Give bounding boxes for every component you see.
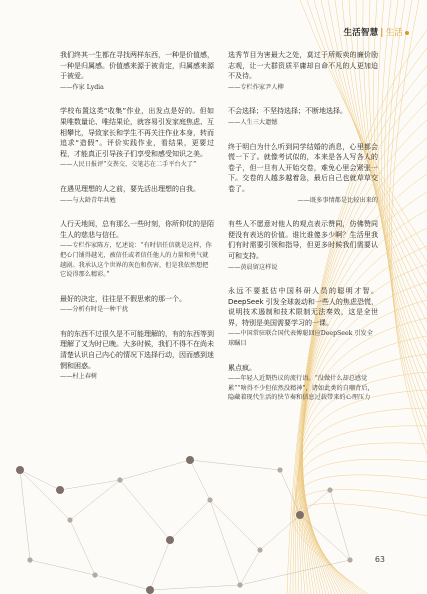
header-dot-icon: [405, 31, 409, 35]
quote-entry: [228, 50, 378, 92]
quote-entry: [60, 50, 214, 92]
quote-text: 终于明白为什么听到同学结婚的消息，心里都会慌一下了。就像考试似的，本来是各人写各人的卷子，但一旦有人开始交卷，难免心里会紧张一下。交卷的人越多越着急，最后自己也就草草交卷了。: [228, 142, 378, 193]
quote-text: 不会选择；不坚持选择；不断地选择。: [228, 107, 347, 116]
network-node: [16, 466, 24, 474]
quote-text: 累点疯。: [228, 363, 256, 372]
quote-entry: [60, 329, 214, 382]
quote-source: ——中国常驻联合国代表傅聪回应DeepSeek 引发全球瞩目: [228, 330, 373, 348]
network-node: [56, 486, 64, 494]
section-header: [343, 26, 409, 38]
header-separator: |: [380, 28, 384, 38]
quote-source: ——与大龄青年共勉: [60, 196, 116, 204]
network-node: [277, 467, 282, 472]
section-title: 生活智慧: [343, 28, 379, 38]
quote-entry: [60, 219, 214, 280]
quote-entry: [60, 184, 214, 205]
quote-entry: [228, 286, 378, 349]
quote-text: 最好的决定，往往是不假思索的那一个。: [60, 294, 186, 303]
quote-text: 有些人不愿意对他人的观点表示赞同，仿佛赞同便没有表达的价值。谁比谁傻多少啊？生活里我们有时需要引领和指导，但更多时候我们需要认可和支持。: [228, 220, 378, 260]
quote-text: 永远不要抵估中国科研人员的聪明才智。DeepSeek 引发全球轰动和一些人的焦虑恐慌，说明技术遏制和技术限制无法奏效，这是全世界，特别是美国需要学习的一课。: [228, 287, 378, 327]
section-subtitle: 生活: [385, 28, 403, 38]
network-node: [257, 547, 262, 552]
network-node: [166, 536, 174, 544]
quote-text: 选秀节目为害最大之处，莫过于所贩卖的廉价励志观，让一大群资质平庸却自命不凡的人更加迫不及待。: [228, 51, 378, 81]
quote-source: ——分析有时是一种干扰: [60, 306, 129, 314]
right-column: [228, 50, 378, 417]
quote-text: 在遇见理想的人之前，要先活出理想的自我。: [60, 184, 200, 193]
quote-source: ——作家 Lydia: [60, 83, 104, 91]
network-node: [92, 572, 97, 577]
quote-source: ——村上春树: [60, 373, 98, 381]
quote-source: ——专栏作家陈方，忆述说：“有时信任信就是这样，你把心门铺得越光，被信任或者信任他人的力量和勇气就越剧。我承认这个世界的灰色和伤害，但是我依然想把它说得那么精彩。”: [60, 242, 212, 279]
quote-entry: [60, 106, 214, 170]
quote-entry: [228, 106, 378, 127]
quote-entry: [228, 219, 378, 272]
quote-entry: [228, 363, 378, 403]
network-node: [27, 557, 32, 562]
quote-text: 学校布置这类“收集”作业，出发点是好的。但如果唯数量论、唯结果论，就容易引发家庭焦虑、互相攀比，导致家长和学生不再关注作业本身，转而追求“造假”。评价实践作业，看结果，更要过程，才能真正引导孩子们享受和感受知识之美。: [60, 107, 214, 158]
network-node: [186, 456, 194, 464]
quote-source: ——人生三大遗憾: [228, 118, 278, 126]
network-node: [67, 517, 72, 522]
quote-source: ——年轻人近期热议的流行语。“没做什么却总感觉累”“啥得不少但依然没精神”，诸如此类的自嘲背后，隐藏着现代生活的快节奏和信息过载带来的心理压力: [228, 375, 374, 402]
network-node: [347, 557, 352, 562]
network-node: [146, 586, 154, 594]
network-node: [237, 582, 242, 587]
quote-entry: [228, 142, 378, 206]
network-node: [207, 497, 212, 502]
quote-source: ——专栏作家尹人柳: [228, 83, 284, 91]
network-node: [296, 511, 304, 519]
quote-text: 有的东西不过很久是不可能理解的，有的东西等到理解了又为时已晚。大多时候，我们不得不在尚未清楚认识自己内心的情况下选择行动，因而感到迷惘和困惑。: [60, 329, 214, 370]
quote-source: ——人民日报评“交粪交、交笔芯在二手平台火了”: [60, 161, 197, 169]
quote-source: ——黄晨留这样说: [228, 263, 278, 271]
network-node: [117, 477, 122, 482]
quote-source: ——既多事情都是比较出来的: [297, 196, 378, 204]
page-number: 63: [374, 555, 385, 564]
network-node: [327, 487, 332, 492]
quote-entry: [60, 294, 214, 315]
quote-text: 我们终其一生都在寻找两样东西，一种是价值感，一种是归属感。价值感来源于被肯定，归属感来源于被爱。: [60, 51, 214, 81]
quote-text: 人行天地间，总有那么一些时刻，你所仰仗的是陌生人的慈悲与信任。: [60, 220, 214, 239]
left-column: [60, 50, 214, 396]
